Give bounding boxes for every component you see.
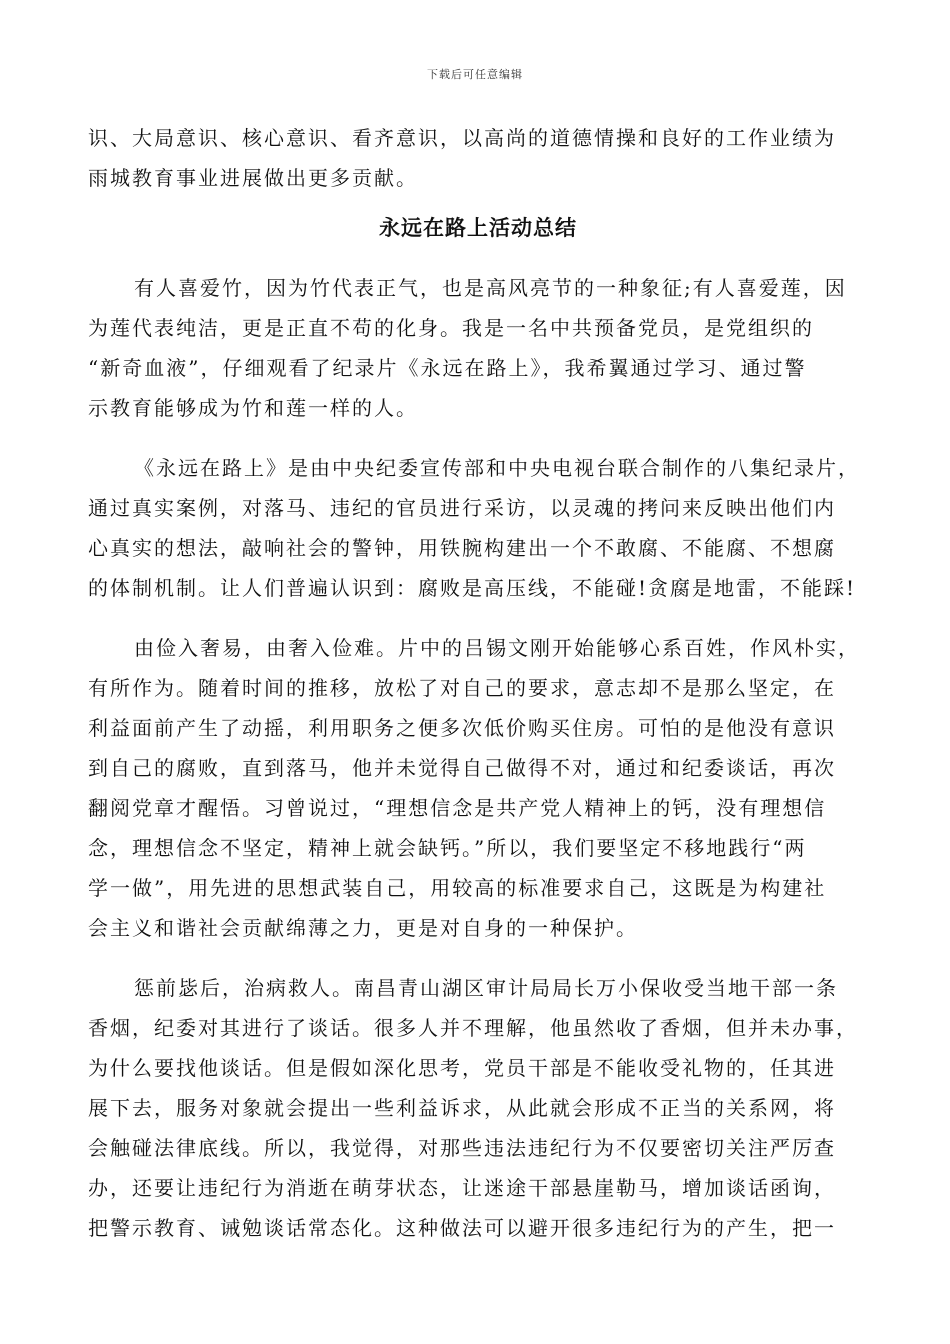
text-line: 有所作为。随着时间的推移，放松了对自己的要求，意志却不是那么坚定，在: [88, 676, 836, 700]
text-line: 示教育能够成为竹和莲一样的人。: [88, 396, 418, 420]
text-line: 为什么要找他谈话。但是假如深化思考，党员干部是不能收受礼物的，任其进: [88, 1056, 836, 1080]
text-line: 由俭入奢易，由奢入俭难。片中的吕锡文刚开始能够心系百姓，作风朴实，: [134, 636, 860, 660]
text-line: 会触碰法律底线。所以，我觉得，对那些违法违纪行为不仅要密切关注严厉查: [88, 1136, 836, 1160]
text-line: 办，还要让违纪行为消逝在萌芽状态，让迷途干部悬崖勒马，增加谈话函询，: [88, 1176, 836, 1200]
document-title: 永远在路上活动总结: [379, 215, 577, 240]
text-line: 念，理想信念不坚定，精神上就会缺钙。”所以，我们要坚定不移地践行“两: [88, 836, 807, 860]
document-body: [88, 118, 868, 1248]
text-line: 香烟，纪委对其进行了谈话。很多人并不理解，他虽然收了香烟，但并未办事，: [88, 1016, 858, 1040]
text-line: 的体制机制。让人们普遍认识到：腐败是高压线，不能碰!贪腐是地雷，不能踩!: [88, 576, 857, 600]
text-line: 学一做”，用先进的思想武装自己，用较高的标准要求自己，这既是为构建社: [88, 876, 827, 900]
intro-paragraph: [88, 118, 868, 198]
text-line: 通过真实案例，对落马、违纪的官员进行采访，以灵魂的拷问来反映出他们内: [88, 496, 836, 520]
text-line: 《永远在路上》是由中央纪委宣传部和中央电视台联合制作的八集纪录片，: [134, 456, 860, 480]
text-line: 展下去，服务对象就会提出一些利益诉求，从此就会形成不正当的关系网，将: [88, 1096, 836, 1120]
paragraph-2: [88, 448, 868, 608]
text-line: 为莲代表纯洁，更是正直不苟的化身。我是一名中共预备党员，是党组织的: [88, 316, 814, 340]
text-line: 雨城教育事业进展做出更多贡献。: [88, 166, 418, 190]
text-line: 会主义和谐社会贡献绵薄之力，更是对自身的一种保护。: [88, 916, 638, 940]
paragraph-3: [88, 628, 868, 948]
page-header: 下载后可任意编辑: [427, 68, 523, 81]
paragraph-1: [88, 268, 868, 428]
text-line: 心真实的想法，敲响社会的警钟，用铁腕构建出一个不敢腐、不能腐、不想腐: [88, 536, 836, 560]
paragraph-4: [88, 968, 868, 1248]
text-line: 把警示教育、诫勉谈话常态化。这种做法可以避开很多违纪行为的产生，把一: [88, 1216, 836, 1240]
text-line: “新奇血液”，仔细观看了纪录片《永远在路上》，我希翼通过学习、通过警: [88, 356, 807, 380]
text-line: 利益面前产生了动摇，利用职务之便多次低价购买住房。可怕的是他没有意识: [88, 716, 836, 740]
text-line: 到自己的腐败，直到落马，他并未觉得自己做得不对，通过和纪委谈话，再次: [88, 756, 836, 780]
text-line: 有人喜爱竹，因为竹代表正气，也是高风亮节的一种象征;有人喜爱莲，因: [134, 276, 847, 300]
text-line: 识、大局意识、核心意识、看齐意识，以高尚的道德情操和良好的工作业绩为: [88, 126, 836, 150]
text-line: 翻阅党章才醒悟。习曾说过，“理想信念是共产党人精神上的钙，没有理想信: [88, 796, 827, 820]
text-line: 惩前毖后，治病救人。南昌青山湖区审计局局长万小保收受当地干部一条: [134, 976, 838, 1000]
